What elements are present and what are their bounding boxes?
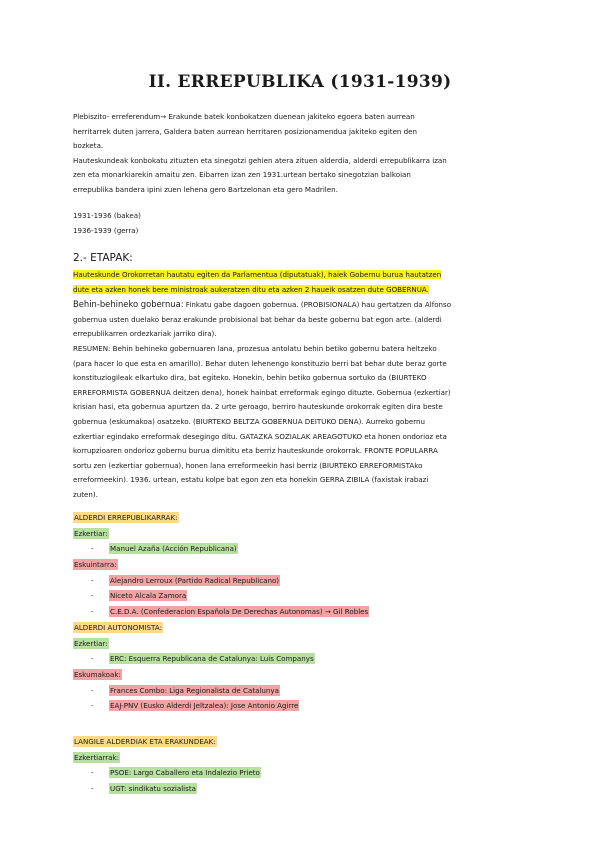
highlighted-text: dute eta azken honek bere ministroak aukeratzen ditu eta azken 2 haueik osatzen dute GOBERNUA. xyxy=(73,284,429,294)
subgroup-label-eskuma: Eskumakoak: xyxy=(74,669,121,679)
dates-block xyxy=(73,209,533,238)
page-title: II. ERREPUBLIKA (1931-1939) xyxy=(148,72,452,92)
etapak-line: RESUMEN: Behin behineko gobernuaren lana, prozesua antolatu behin betiko gobernu batera heltzeko xyxy=(73,343,437,353)
etapak-line: gobernua usten duelako beraz erakunde probisional bat behar da beste gobernu bat egon arte. (alderdi xyxy=(73,314,442,324)
list-row xyxy=(73,526,533,542)
list-row xyxy=(73,734,533,750)
group-heading-errepublikarrak: ALDERDI ERREPUBLIKARRAK: xyxy=(74,513,178,522)
subgroup-label-ezkertiar: Ezkertiar: xyxy=(74,638,108,648)
intro-line: errepublika bandera ipini zuen lehena gero Bartzelonan eta gero Madrilen. xyxy=(73,184,338,194)
list-row xyxy=(73,620,533,636)
bullet: - xyxy=(91,591,94,601)
list-item xyxy=(73,573,533,589)
etapak-text: Finkatu gabe dagoen gobernua. (PROBISIONALA) hau gertatzen da Alfonso xyxy=(183,300,452,310)
etapak-line: zuten). xyxy=(73,489,98,499)
etapak-line: sortu zen (ezkertiar gobernua), honen lana erreformeekin hasi berriz (BIURTEKO ERREFORMISTAko xyxy=(73,460,423,470)
bullet: - xyxy=(91,701,94,711)
date-peace: 1931-1936 (bakea) xyxy=(73,211,141,220)
intro-line: Plebiszito- erreferendum→ Erakunde batek konbokatzen duenean jakiteko egoera baten aurrean xyxy=(73,112,415,121)
party-name: Niceto Alcala Zamora xyxy=(110,591,187,601)
etapak-line: ezkertiar egindako erreformak desegingo ditu. GATAZKA SOZIALAK AREAGOTUKO eta honen ondorioz eta xyxy=(73,431,447,441)
party-name: Alejandro Lerroux (Partido Radical Republicano) xyxy=(110,575,280,585)
intro-line: Hauteskundeak konbokatu zituzten eta sinegotzi gehien atera zituen alderdia, alderdi errepublikarra izan xyxy=(73,155,447,165)
etapak-line: (para hacer lo que esta en amarillo). Behar duten lehenengo konstituzio berri bat behar dute beraz gorte xyxy=(73,358,447,368)
party-name: C.E.D.A. (Confederacion Española De Derechas Autonomas) → Gil Robles xyxy=(110,607,369,617)
highlight-line xyxy=(73,268,533,283)
bullet: - xyxy=(91,575,94,585)
list-item xyxy=(73,781,533,797)
highlighted-text: Hauteskunde Orokorretan hautatu egiten da Parlamentua (diputatuak), haiek Gobernu burua hautatzen xyxy=(73,270,442,279)
intro-paragraph xyxy=(73,110,533,198)
bullet: - xyxy=(91,784,94,793)
party-name: Manuel Azaña (Acción Republicana) xyxy=(110,544,237,554)
intro-line: bozketa. xyxy=(73,141,104,151)
list-item xyxy=(73,604,533,620)
subgroup-label-eskuin: Eskuintarra: xyxy=(74,560,117,570)
etapak-line xyxy=(73,297,533,313)
group-heading-langile: LANGILE ALDERDIAK ETA ERAKUNDEAK: xyxy=(74,736,216,746)
intro-line: herritarrek duten jarrera, Galdera baten aurrean herritaren posizionamendua jakiteko egiten den xyxy=(73,126,418,136)
parties-list xyxy=(73,510,533,797)
list-row xyxy=(73,750,533,766)
party-name: Frances Combo: Liga Regionalista de Catalunya xyxy=(110,685,279,695)
etapak-line: erreformeekin). 1936. urtean, estatu kolpe bat egon zen eta honekin GERRA ZIBILA (faxistak irabazi xyxy=(73,475,429,485)
etapak-line: ERREFORMISTA GOBERNUA deitzen dena), honek hainbat erreformak egingo dituzte. Gobernua (ezkertiar) xyxy=(73,387,451,397)
list-spacer xyxy=(73,714,533,734)
list-item xyxy=(73,698,533,714)
etapak-line: gobernua (eskumakoa) osatzeko. (BIURTEKO BELTZA GOBERNUA DEITUKO DENA). Aurreko gobernu xyxy=(73,416,426,426)
party-name: PSOE: Largo Caballero eta Indalezio Prieto xyxy=(110,768,260,778)
intro-line: zen eta monarkiarekin amaitu zen. Eibarren izan zen 1931.urtean bertako sinegotzian balkoian xyxy=(73,170,411,180)
bullet: - xyxy=(91,768,94,778)
list-row xyxy=(73,510,533,526)
group-heading-autonomista: ALDERDI AUTONOMISTA: xyxy=(74,622,162,632)
party-name: EAJ-PNV (Eusko Alderdi Jeltzalea): Jose Antonio Agirre xyxy=(110,701,299,711)
bullet: - xyxy=(91,544,94,554)
section-heading-etapak: 2.- ETAPAK: xyxy=(73,252,133,264)
etapak-paragraph xyxy=(73,268,533,503)
highlight-line xyxy=(73,283,533,298)
bullet: - xyxy=(91,685,94,695)
party-name: UGT: sindikatu sozialista xyxy=(110,784,196,793)
bullet: - xyxy=(91,607,94,617)
etapak-line: konstituziogileak elkartuko dira, bat egiteko. Honekin, behin betiko gobernua sortuko da (BIURTEKO xyxy=(73,373,427,383)
bullet: - xyxy=(91,654,94,664)
party-name: ERC: Esquerra Republicana de Catalunya: Luis Companys xyxy=(110,654,314,664)
list-row xyxy=(73,636,533,652)
list-item xyxy=(73,683,533,699)
etapak-line: errepublikarren ordezkariak jarriko dira). xyxy=(73,329,217,339)
list-item xyxy=(73,651,533,667)
list-item xyxy=(73,541,533,557)
etapak-line: korrupzioaren ondorioz gobernu burua dimititu eta berriz hauteskunde orokorrak. FRONTE POPULARRA xyxy=(73,446,438,456)
etapak-lead: Behin-behineko gobernua: xyxy=(73,299,184,310)
list-item xyxy=(73,765,533,781)
subgroup-label-ezkertiarrak: Ezkertiarrak: xyxy=(74,752,119,762)
list-row xyxy=(73,667,533,683)
subgroup-label-ezkertiar: Ezkertiar: xyxy=(74,528,108,538)
date-war: 1936-1939 (gerra) xyxy=(73,225,139,235)
list-item xyxy=(73,588,533,604)
etapak-line: krisian hasi, eta gobernua apurtzen da. 2 urte geroago, berriro hauteskunde orokorrak egiten dira beste xyxy=(73,402,443,412)
list-row xyxy=(73,557,533,573)
